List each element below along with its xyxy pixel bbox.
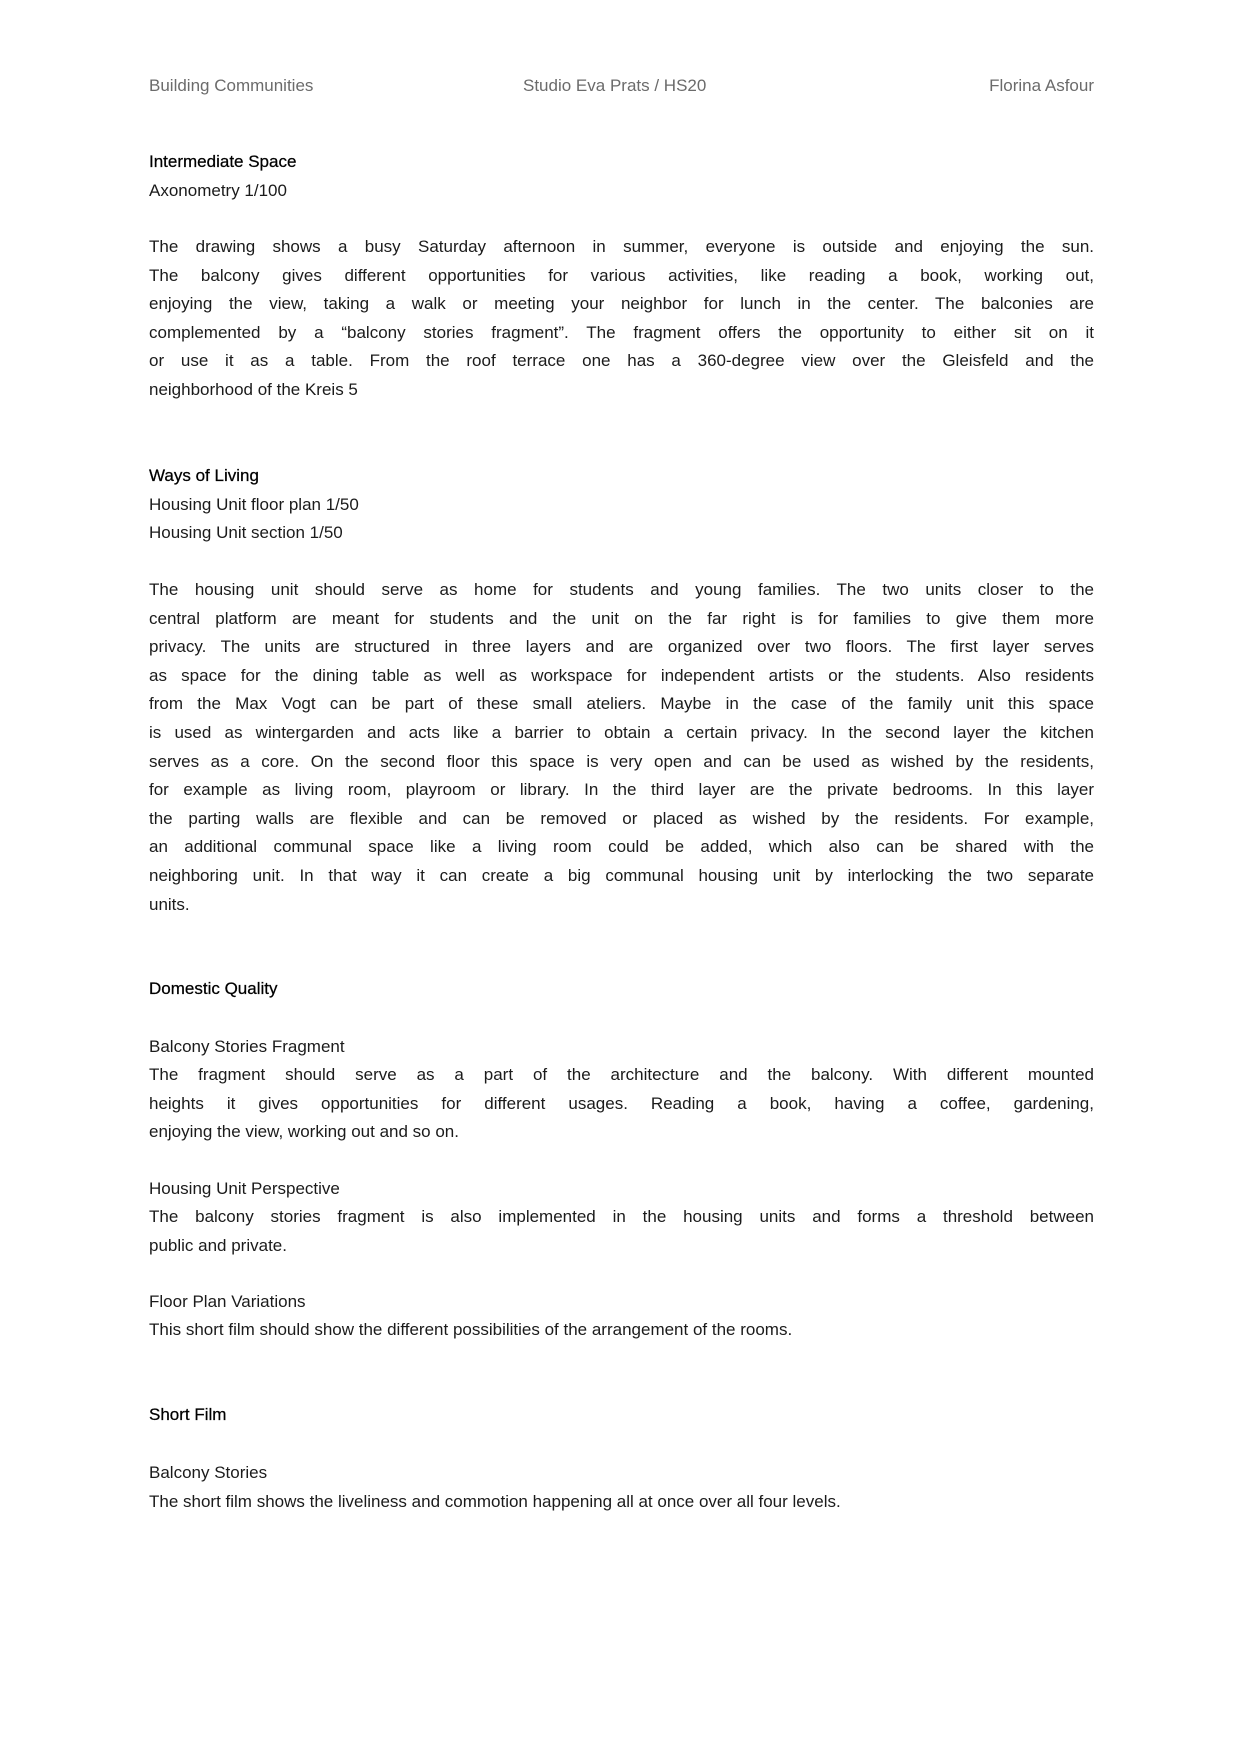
paragraph-line: units.: [149, 894, 190, 914]
subsection-title: Balcony Stories: [149, 1463, 268, 1482]
paragraph: [149, 1316, 1094, 1345]
section-subtitle: Axonometry 1/100: [149, 180, 287, 200]
paragraph-line: or use it as a table. From the roof terrace one has a 360-degree view over the Gleisfeld and the: [149, 351, 1094, 371]
subsection-title: Floor Plan Variations: [149, 1292, 306, 1311]
paragraph: [149, 1203, 1094, 1260]
paragraph-line: serves as a core. On the second floor this space is very open and can be used as wished by the residents,: [149, 751, 1094, 771]
paragraph-line: as space for the dining table as well as workspace for independent artists or the students. Also residents: [149, 665, 1094, 685]
paragraph: [149, 576, 1094, 919]
paragraph-line: neighborhood of the Kreis 5: [149, 379, 358, 399]
paragraph-line: This short film should show the different possibilities of the arrangement of the rooms.: [149, 1320, 793, 1339]
paragraph-line: complemented by a “balcony stories fragment”. The fragment offers the opportunity to either sit on it: [149, 322, 1094, 342]
section-short-film: [149, 1401, 1094, 1430]
section-title: Domestic Quality: [149, 979, 278, 998]
paragraph-line: enjoying the view, taking a walk or meeting your neighbor for lunch in the center. The balconies are: [149, 294, 1094, 314]
paragraph-line: privacy. The units are structured in three layers and are organized over two floors. The first layer serves: [149, 637, 1094, 657]
paragraph-line: for example as living room, playroom or library. In the third layer are the private bedrooms. In this layer: [149, 780, 1094, 800]
paragraph-line: heights it gives opportunities for different usages. Reading a book, having a coffee, gardening,: [149, 1093, 1094, 1113]
paragraph-line: central platform are meant for students and the unit on the far right is for families to give them more: [149, 608, 1094, 628]
header-center: Studio Eva Prats / HS20: [523, 76, 707, 95]
paragraph-line: an additional communal space like a living room could be added, which also can be shared with the: [149, 837, 1094, 857]
paragraph-line: enjoying the view, working out and so on.: [149, 1122, 459, 1142]
section-domestic-quality: [149, 975, 1094, 1004]
subsection-title: Housing Unit Perspective: [149, 1179, 340, 1198]
section-title: Short Film: [149, 1405, 227, 1424]
section-subtitle: Housing Unit section 1/50: [149, 523, 343, 543]
paragraph-line: the parting walls are flexible and can be removed or placed as wished by the residents. For example,: [149, 808, 1094, 828]
paragraph-line: The balcony gives different opportunities for various activities, like reading a book, working out,: [149, 265, 1094, 285]
header-right: Florina Asfour: [989, 76, 1094, 95]
paragraph-line: is used as wintergarden and acts like a barrier to obtain a certain privacy. In the second layer the kitchen: [149, 722, 1094, 742]
header-left: Building Communities: [149, 76, 314, 95]
paragraph-line: The fragment should serve as a part of the architecture and the balcony. With different mounted: [149, 1065, 1094, 1084]
paragraph: [149, 1488, 1094, 1517]
paragraph: [149, 233, 1094, 405]
section-title: Ways of Living: [149, 466, 259, 485]
section-title: Intermediate Space: [149, 152, 297, 171]
subsection-title: Balcony Stories Fragment: [149, 1037, 345, 1056]
section-subtitle: Housing Unit floor plan 1/50: [149, 494, 359, 514]
paragraph-line: public and private.: [149, 1235, 287, 1255]
paragraph-line: from the Max Vogt can be part of these small ateliers. Maybe in the case of the family unit this space: [149, 694, 1094, 714]
section-ways-of-living: [149, 462, 1094, 548]
paragraph-line: The short film shows the liveliness and commotion happening all at once over all four levels.: [149, 1492, 841, 1511]
paragraph-line: The balcony stories fragment is also implemented in the housing units and forms a threshold between: [149, 1207, 1094, 1226]
paragraph-line: The housing unit should serve as home for students and young families. The two units closer to the: [149, 580, 1094, 599]
section-intermediate-space: [149, 148, 1094, 205]
paragraph-line: neighboring unit. In that way it can create a big communal housing unit by interlocking the two separate: [149, 865, 1094, 885]
paragraph: [149, 1061, 1094, 1147]
paragraph-line: The drawing shows a busy Saturday afternoon in summer, everyone is outside and enjoying the sun.: [149, 237, 1094, 256]
